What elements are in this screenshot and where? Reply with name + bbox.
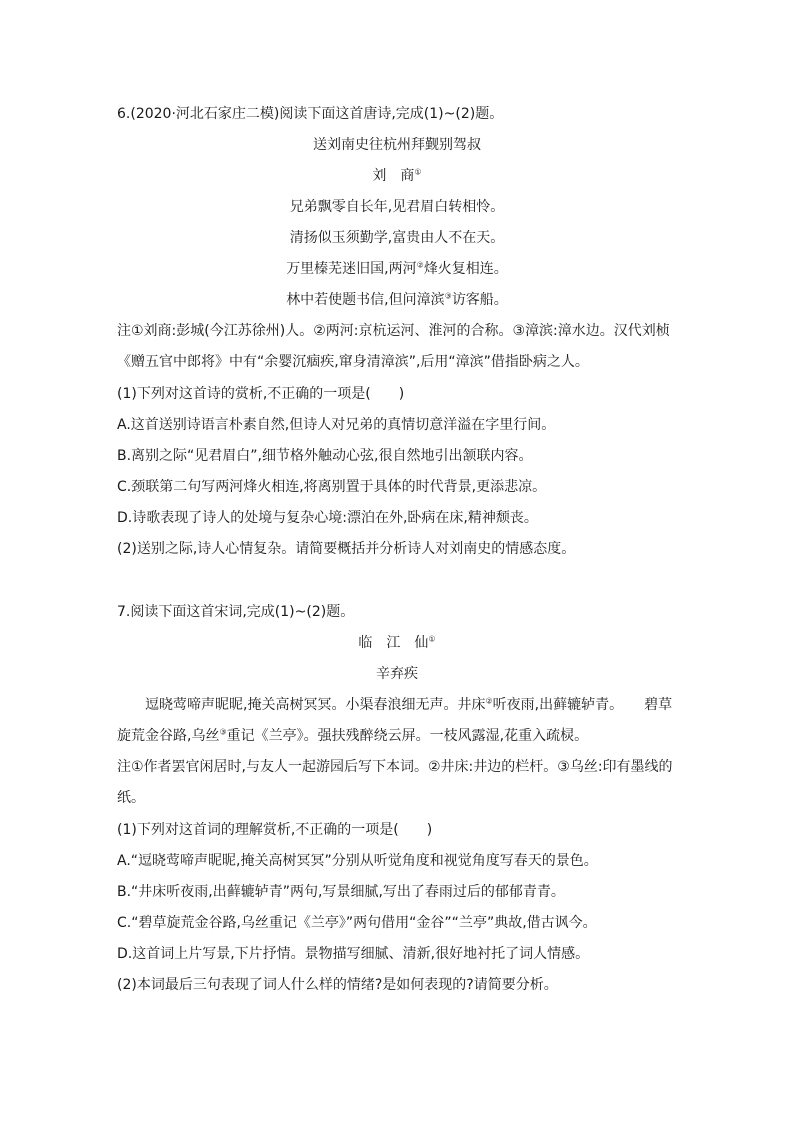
q7-title: 临 江 仙① (358, 634, 436, 651)
q6-note-line-1: 注①刘商:彭城(今江苏徐州)人。②两河:京杭运河、淮河的合称。③漳滨:漳水边。汉代刘桢 (117, 323, 670, 339)
q7-note-line-2: 纸。 (117, 790, 145, 806)
q7-option-a: A.“逗晓莺啼声昵昵,掩关高树冥冥”分别从听觉角度和视觉角度写春天的景色。 (117, 853, 598, 869)
q6-sub-question-1: (1)下列对这首诗的赏析,不正确的一项是( ) (117, 386, 405, 402)
q7-note-line-1: 注①作者罢官闲居时,与友人一起游园后写下本词。②井床:井边的栏杆。③乌丝:印有墨线的 (117, 759, 673, 775)
q6-option-d: D.诗歌表现了诗人的处境与复杂心境:漂泊在外,卧病在床,精神颓丧。 (117, 510, 538, 526)
q6-author: 刘 商① (372, 167, 422, 184)
q6-poem-line-2: 清扬似玉须勤学,富贵由人不在天。 (289, 230, 505, 246)
q7-sub-question-2: (2)本词最后三句表现了词人什么样的情绪?是如何表现的?请简要分析。 (117, 977, 558, 993)
q6-poem-line-1: 兄弟飘零自长年,见君眉白转相怜。 (289, 199, 505, 215)
q6-heading: 6.(2020·河北石家庄二模)阅读下面这首唐诗,完成(1)~(2)题。 (117, 106, 504, 122)
q7-heading: 7.阅读下面这首宋词,完成(1)~(2)题。 (117, 604, 355, 620)
q7-text-line-1: 逗晓莺啼声昵昵,掩关高树冥冥。小渠春浪细无声。井床②听夜雨,出藓辘轳青。 碧草 (145, 696, 673, 713)
q7-option-c: C.“碧草旋荒金谷路,乌丝重记《兰亭》”两句借用“金谷”“兰亭”典故,借古讽今。 (117, 915, 597, 931)
q7-option-b: B.“井床听夜雨,出藓辘轳青”两句,写景细腻,写出了春雨过后的郁郁青青。 (117, 884, 565, 900)
q6-option-a: A.这首送别诗语言朴素自然,但诗人对兄弟的真情切意洋溢在字里行间。 (117, 417, 556, 433)
q6-option-c: C.颈联第二句写两河烽火相连,将离别置于具体的时代背景,更添悲凉。 (117, 479, 547, 495)
q6-poem-line-3: 万里榛芜迷旧国,两河②烽火复相连。 (286, 260, 508, 277)
q7-option-d: D.这首词上片写景,下片抒情。景物描写细腻、清新,很好地衬托了词人情感。 (117, 946, 590, 962)
q7-author: 辛弃疾 (376, 666, 418, 682)
q6-sub-question-2: (2)送别之际,诗人心情复杂。请简要概括并分析诗人对刘南史的情感态度。 (117, 541, 576, 557)
q6-poem-line-4: 林中若使题书信,但问漳滨③访客船。 (286, 291, 508, 308)
q6-poem-title: 送刘南史往杭州拜觐别驾叔 (313, 137, 481, 153)
q6-note-line-2: 《赠五官中郎将》中有“余婴沉痼疾,窜身清漳滨”,后用“漳滨”借指卧病之人。 (117, 354, 589, 370)
q7-text-line-2: 旋荒金谷路,乌丝③重记《兰亭》。强扶残醉绕云屏。一枝风露湿,花重入疏棂。 (117, 727, 589, 744)
q6-option-b: B.离别之际“见君眉白”,细节格外触动心弦,很自然地引出颔联内容。 (117, 448, 533, 464)
q7-sub-question-1: (1)下列对这首词的理解赏析,不正确的一项是( ) (117, 822, 433, 838)
